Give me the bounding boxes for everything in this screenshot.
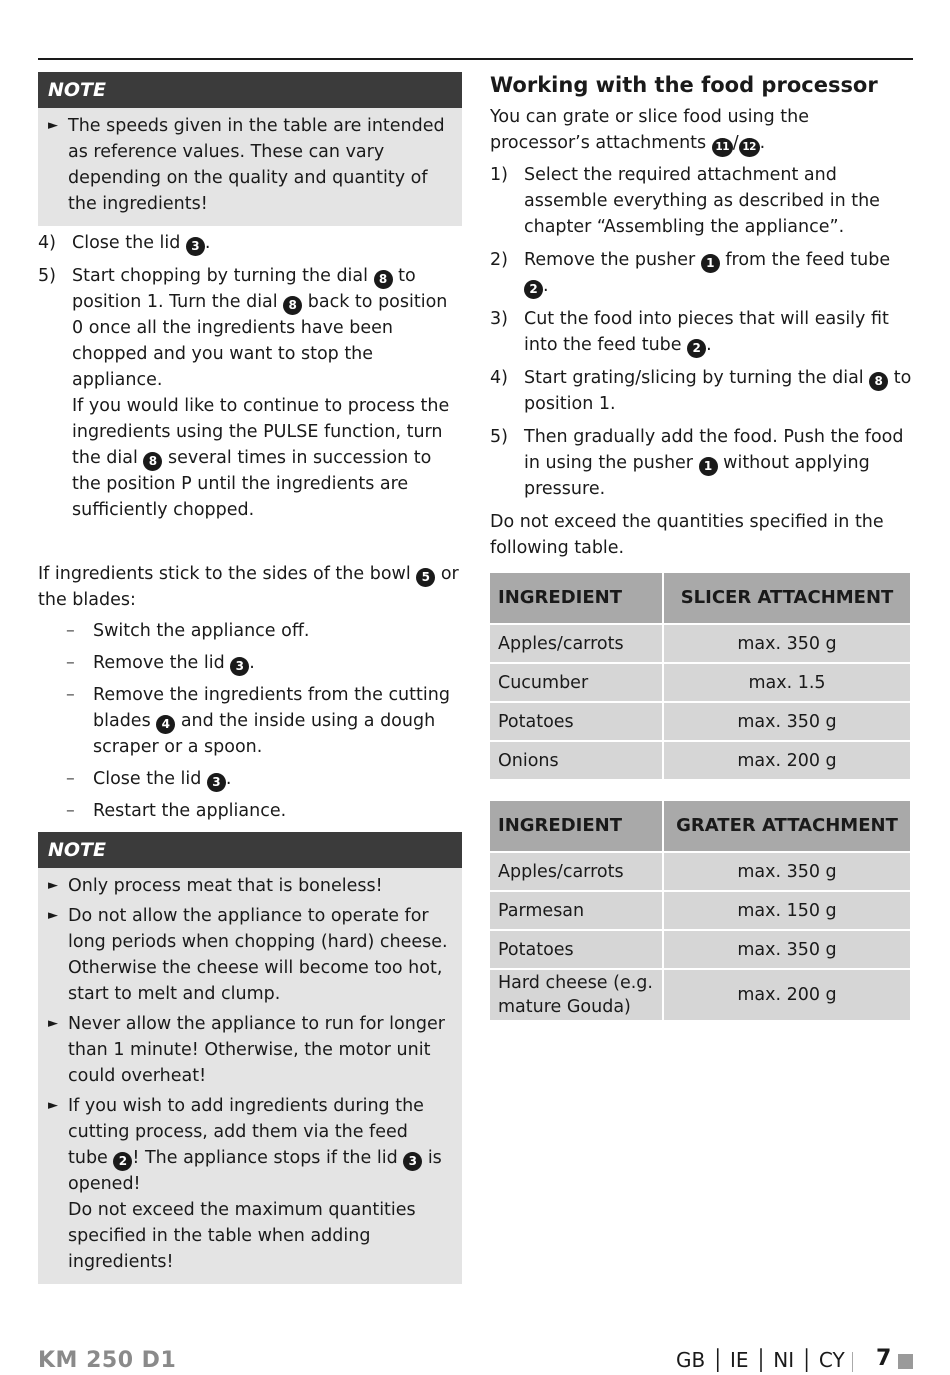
note-title: NOTE — [38, 72, 462, 108]
callout-8-icon: 8 — [143, 452, 162, 471]
dash-item — [38, 766, 462, 792]
note-text: Do not exceed the maximum quantities specified in the table when adding ingredients! — [68, 1200, 416, 1272]
table-row — [490, 625, 910, 662]
step-4 — [490, 365, 912, 417]
note-text: Only process meat that is boneless! — [68, 876, 383, 896]
dash-text: Remove the lid — [93, 653, 231, 673]
callout-8-icon: 8 — [869, 372, 888, 391]
note-text: is opened! — [68, 1148, 442, 1194]
step-text: . — [706, 335, 712, 355]
dash-item — [38, 682, 462, 760]
intro-paragraph — [490, 104, 912, 157]
language-codes: GB │ IE │ NI │ CY — [676, 1348, 845, 1372]
note-box-1 — [38, 72, 462, 226]
callout-3-icon: 3 — [403, 1152, 422, 1171]
callout-2-icon: 2 — [524, 280, 543, 299]
table-row — [490, 742, 910, 779]
paragraph-text: . — [759, 133, 766, 153]
note-body — [38, 108, 462, 226]
callout-4-icon: 4 — [156, 715, 175, 734]
step-text: Select the required attachment and assemble everything as described in the chapter “Assembling the appliance”. — [524, 165, 880, 237]
table-cell: Hard cheese (e.g. mature Gouda) — [490, 970, 662, 1020]
table-cell: Potatoes — [490, 703, 662, 740]
page-marker-square — [898, 1354, 913, 1369]
callout-3-icon: 3 — [207, 773, 226, 792]
table-cell: max. 350 g — [664, 931, 910, 968]
step-text: from the feed tube — [719, 250, 891, 270]
step-text: Then gradually add the food. Push the food in using the pusher — [524, 427, 904, 473]
step-text: Start chopping by turning the dial — [72, 266, 374, 286]
page-number: 7 — [876, 1346, 892, 1371]
table-cell: Apples/carrots — [490, 853, 662, 890]
step-text: several times in succession to the position P until the ingredients are sufficiently chopped. — [72, 448, 432, 520]
step-number: 4) — [490, 368, 508, 388]
dash-icon: – — [66, 653, 75, 673]
step-number: 5) — [38, 266, 56, 286]
triangle-bullet-icon: ► — [48, 908, 58, 923]
table-cell: Potatoes — [490, 931, 662, 968]
note-body — [38, 868, 462, 1284]
dash-text: Switch the appliance off. — [93, 621, 310, 641]
note-bullet — [48, 1093, 452, 1275]
table-cell: max. 350 g — [664, 625, 910, 662]
dash-text: . — [225, 769, 232, 789]
table-header: SLICER ATTACHMENT — [664, 573, 910, 623]
note-bullet — [48, 1011, 452, 1089]
right-column — [490, 72, 912, 1022]
footer-divider — [852, 1352, 853, 1372]
note-title: NOTE — [38, 832, 462, 868]
grater-table — [488, 799, 912, 1022]
table-row — [490, 970, 910, 1020]
triangle-bullet-icon: ► — [48, 878, 58, 893]
callout-1-icon: 1 — [701, 254, 720, 273]
step-number: 3) — [490, 309, 508, 329]
table-cell: Parmesan — [490, 892, 662, 929]
triangle-bullet-icon: ► — [48, 118, 58, 133]
table-cell: Cucumber — [490, 664, 662, 701]
step-4 — [38, 230, 462, 256]
step-text: back to position 0 once all the ingredients have been chopped and you want to stop the appliance. — [72, 292, 448, 390]
table-cell: Apples/carrots — [490, 625, 662, 662]
table-row — [490, 931, 910, 968]
table-cell: Onions — [490, 742, 662, 779]
callout-1-icon: 1 — [699, 457, 718, 476]
step-text: to position 1. — [524, 368, 912, 414]
table-row — [490, 853, 910, 890]
callout-2-icon: 2 — [687, 339, 706, 358]
table-row — [490, 703, 910, 740]
stick-paragraph — [38, 561, 462, 613]
table-row — [490, 892, 910, 929]
step-5 — [490, 424, 912, 502]
callout-2-icon: 2 — [113, 1152, 132, 1171]
note-text: If you wish to add ingredients during the cutting process, add them via the feed tube — [68, 1096, 424, 1168]
table-cell: max. 350 g — [664, 703, 910, 740]
left-column — [38, 72, 462, 1284]
callout-11-icon: 11 — [712, 138, 733, 157]
table-cell: max. 350 g — [664, 853, 910, 890]
callout-12-icon: 12 — [739, 138, 760, 157]
triangle-bullet-icon: ► — [48, 1016, 58, 1031]
table-cell: max. 200 g — [664, 970, 910, 1020]
callout-3-icon: 3 — [230, 657, 249, 676]
callout-8-icon: 8 — [374, 270, 393, 289]
table-header: INGREDIENT — [490, 801, 662, 851]
callout-5-icon: 5 — [416, 568, 435, 587]
step-text: without applying pressure. — [524, 453, 870, 499]
step-text: to position 1. Turn the dial — [72, 266, 416, 312]
dash-icon: – — [66, 621, 75, 641]
model-number: KM 250 D1 — [38, 1348, 177, 1373]
paragraph-text: You can grate or slice food using the processor’s attachments — [490, 107, 809, 153]
step-1 — [490, 162, 912, 240]
step-5 — [38, 263, 462, 523]
paragraph-text: or the blades: — [38, 564, 459, 610]
table-cell: max. 200 g — [664, 742, 910, 779]
step-number: 1) — [490, 165, 508, 185]
step-2 — [490, 247, 912, 299]
section-heading: Working with the food processor — [490, 73, 878, 97]
step-text: Close the lid — [72, 233, 186, 253]
note-box-2 — [38, 832, 462, 1284]
table-cell: max. 150 g — [664, 892, 910, 929]
paragraph-text: / — [732, 133, 739, 153]
dash-item — [38, 650, 462, 676]
step-text: . — [204, 233, 211, 253]
outro-paragraph: Do not exceed the quantities specified in the following table. — [490, 512, 884, 558]
dash-text: . — [249, 653, 255, 673]
callout-3-icon: 3 — [186, 237, 205, 256]
step-text: Remove the pusher — [524, 250, 701, 270]
note-bullet — [48, 903, 452, 1007]
paragraph-text: If ingredients stick to the sides of the bowl — [38, 564, 417, 584]
top-rule — [38, 58, 913, 60]
step-number: 4) — [38, 233, 56, 253]
dash-icon: – — [66, 769, 75, 789]
dash-text: and the inside using a dough scraper or a spoon. — [93, 711, 436, 757]
note-text: Never allow the appliance to run for longer than 1 minute! Otherwise, the motor unit could overheat! — [68, 1014, 445, 1086]
dash-item — [38, 618, 462, 644]
triangle-bullet-icon: ► — [48, 1098, 58, 1113]
dash-icon: – — [66, 685, 75, 705]
note-text: The speeds given in the table are intended as reference values. These can vary depending on the quality and quantity of the ingredients! — [68, 116, 445, 214]
step-text: . — [543, 276, 549, 296]
slicer-table — [488, 571, 912, 781]
table-row — [490, 664, 910, 701]
step-3 — [490, 306, 912, 358]
table-header: INGREDIENT — [490, 573, 662, 623]
note-text: ! The appliance stops if the lid — [132, 1148, 404, 1168]
step-text: Cut the food into pieces that will easily fit into the feed tube — [524, 309, 889, 355]
note-bullet — [48, 113, 452, 217]
note-text: Do not allow the appliance to operate for long periods when chopping (hard) cheese. Otherwise the cheese will become too hot, start to melt and clump. — [68, 906, 448, 1004]
step-text: Start grating/slicing by turning the dial — [524, 368, 870, 388]
step-number: 5) — [490, 427, 508, 447]
table-cell: max. 1.5 — [664, 664, 910, 701]
table-header: GRATER ATTACHMENT — [664, 801, 910, 851]
step-text: If you would like to continue to process the ingredients using the PULSE function, turn the dial — [72, 396, 450, 468]
callout-8-icon: 8 — [283, 296, 302, 315]
dash-item — [38, 798, 462, 824]
dash-text: Remove the ingredients from the cutting blades — [93, 685, 450, 731]
step-number: 2) — [490, 250, 508, 270]
dash-text: Restart the appliance. — [93, 801, 287, 821]
note-bullet — [48, 873, 452, 899]
dash-text: Close the lid — [93, 769, 207, 789]
dash-icon: – — [66, 801, 75, 821]
